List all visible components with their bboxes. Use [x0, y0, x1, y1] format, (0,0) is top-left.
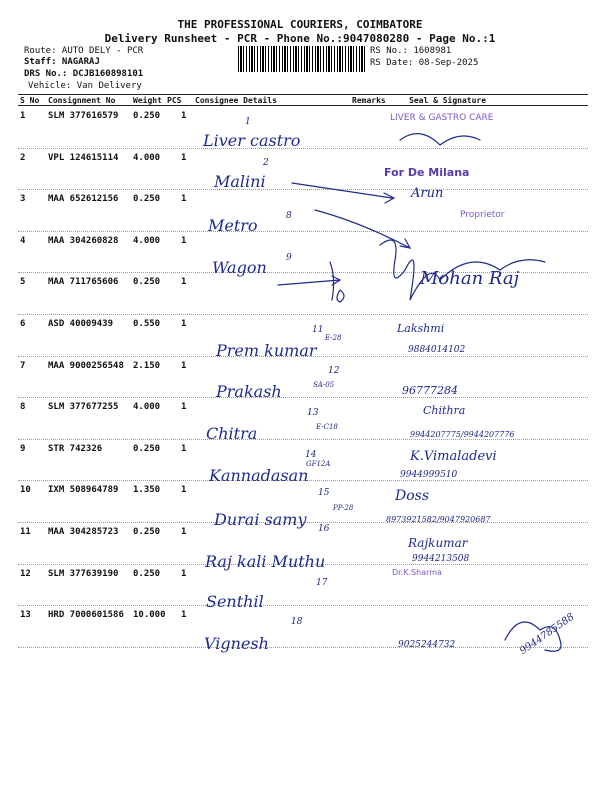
handwritten-name: Wagon — [212, 258, 267, 277]
row-sno: 12 — [20, 568, 31, 579]
handwritten-code: GF12A — [306, 460, 331, 468]
row-weight: 4.000 — [133, 235, 161, 246]
handwritten-number: 8 — [286, 211, 292, 221]
handwritten-code: E-28 — [325, 334, 342, 342]
row-sno: 10 — [20, 485, 31, 496]
handwritten-phone: 9944207775/9944207776 — [410, 430, 515, 439]
row-sno: 6 — [20, 319, 26, 329]
handwritten-name: Vignesh — [204, 634, 269, 653]
row-pcs: 1 — [181, 235, 187, 246]
handwritten-name: Metro — [208, 216, 258, 235]
stamp-sharma: Dr.K.Sharma — [392, 568, 442, 577]
handwritten-code: PP-28 — [333, 504, 354, 512]
row-consignment: SLM 377677255 — [48, 402, 119, 413]
row-consignment: SLM 377639190 — [48, 568, 119, 579]
row-pcs: 1 — [181, 443, 187, 454]
handwritten-number: 14 — [305, 450, 317, 460]
stamp-liver-gastro: LIVER & GASTRO CARE — [390, 113, 494, 123]
arrow-stroke — [315, 210, 410, 248]
row-pcs: 1 — [181, 485, 187, 496]
row-consignment: MAA 711765606 — [48, 277, 119, 288]
row-sno: 3 — [20, 194, 26, 205]
row-pcs: 1 — [181, 277, 187, 288]
handwritten-number: 15 — [318, 488, 330, 498]
handwritten-phone: 9025244732 — [398, 640, 456, 650]
signature-stroke — [380, 240, 545, 300]
row-pcs: 1 — [181, 402, 187, 413]
row-consignment: HRD 7000601586 — [48, 610, 124, 621]
row-weight: 0.250 — [133, 527, 161, 537]
row-weight: 0.250 — [133, 194, 161, 205]
col-seal: Seal & Signature — [409, 96, 487, 105]
handwritten-number: 16 — [318, 524, 330, 534]
signature: Mohan Raj — [420, 268, 520, 289]
row-weight: 0.550 — [133, 319, 161, 329]
handwritten-number: 1 — [245, 117, 251, 127]
stamp-de-milana: For De Milana — [384, 166, 470, 179]
handwritten-code: E-C18 — [316, 423, 338, 431]
col-consignment: Consignment No — [48, 96, 116, 105]
col-consignee: Consignee Details — [195, 96, 277, 105]
signature: Rajkumar — [408, 536, 468, 550]
handwritten-phone: 8973921582/9047920687 — [386, 515, 491, 524]
row-weight: 4.000 — [133, 152, 161, 163]
handwritten-name: Kannadasan — [209, 466, 309, 485]
row-weight: 0.250 — [133, 277, 161, 288]
vehicle-label: Vehicle: Van Delivery — [28, 81, 142, 91]
handwritten-name: Liver castro — [203, 131, 301, 150]
col-remarks: Remarks — [352, 96, 386, 105]
row-consignment: STR 742326 — [48, 443, 103, 454]
row-pcs: 1 — [181, 194, 187, 205]
handwritten-name: Raj kali Muthu — [205, 552, 326, 571]
row-consignment: ASD 40009439 — [48, 319, 114, 329]
row-sno: 13 — [20, 610, 31, 621]
handwritten-name: Durai samy — [214, 510, 307, 529]
handwritten-name: Prakash — [216, 382, 282, 401]
rs-number: RS No.: 1608981 — [370, 46, 452, 56]
row-sno: 4 — [20, 235, 26, 246]
row-sno: 1 — [20, 111, 26, 121]
handwritten-number: 2 — [263, 158, 269, 168]
row-sno: 7 — [20, 360, 26, 371]
signature: Chithra — [423, 404, 466, 417]
rs-date: RS Date: 08-Sep-2025 — [370, 58, 479, 68]
row-consignment: MAA 304285723 — [48, 527, 119, 537]
row-weight: 2.150 — [133, 360, 161, 371]
signature-stroke — [505, 622, 561, 651]
row-consignment: MAA 652612156 — [48, 194, 119, 205]
row-weight: 1.350 — [133, 485, 161, 496]
runsheet-subtitle: Delivery Runsheet - PCR - Phone No.:9047080280 - Page No.:1 — [104, 32, 496, 45]
row-sno: 5 — [20, 277, 26, 288]
row-consignment: SLM 377616579 — [48, 111, 119, 121]
row-sno: 2 — [20, 152, 26, 163]
signature: Doss — [395, 488, 430, 504]
signature: K.Vimaladevi — [410, 449, 497, 464]
row-consignment: MAA 9000256548 — [48, 360, 124, 371]
row-sno: 9 — [20, 443, 26, 454]
handwritten-number: 18 — [291, 617, 303, 627]
row-pcs: 1 — [181, 152, 187, 163]
arrow-stroke — [292, 183, 394, 203]
col-weight: Weight — [133, 96, 162, 105]
signature-stroke — [400, 134, 480, 145]
row-sno: 11 — [20, 527, 31, 537]
row-pcs: 1 — [181, 360, 187, 371]
drs-label: DRS No.: DCJB160898101 — [24, 69, 144, 79]
handwritten-number: 11 — [312, 325, 324, 335]
handwritten-number: 9 — [286, 253, 292, 263]
handwritten-phone: 9944999510 — [400, 470, 458, 480]
row-pcs: 1 — [181, 111, 187, 121]
row-consignment: VPL 124615114 — [48, 152, 119, 163]
staff-label: Staff: NAGARAJ — [24, 57, 100, 67]
handwritten-name: Prem kumar — [216, 341, 317, 360]
signature: Lakshmi — [397, 322, 445, 335]
row-pcs: 1 — [181, 568, 187, 579]
arrow-stroke — [278, 276, 340, 285]
row-weight: 10.000 — [133, 610, 166, 621]
row-pcs: 1 — [181, 319, 187, 329]
row-consignment: IXM 508964789 — [48, 485, 119, 496]
col-pcs: PCS — [167, 96, 182, 105]
col-sno: S No — [20, 96, 40, 105]
handwritten-number: 12 — [328, 366, 340, 376]
handwritten-number: 13 — [307, 408, 319, 418]
handwritten-phone: 9944785588 — [518, 611, 577, 658]
row-sno: 8 — [20, 402, 26, 413]
stamp-proprietor: Proprietor — [460, 210, 505, 220]
handwritten-number: 17 — [316, 578, 328, 588]
signature: Arun — [411, 186, 444, 201]
company-title: THE PROFESSIONAL COURIERS, COIMBATORE — [177, 18, 423, 31]
row-weight: 0.250 — [133, 111, 161, 121]
handwritten-phone: 9884014102 — [408, 345, 466, 355]
handwritten-phone: 96777284 — [402, 384, 458, 397]
handwritten-name: Senthil — [206, 592, 264, 611]
handwritten-name: Chitra — [206, 424, 258, 443]
handwritten-phone: 9944213508 — [412, 554, 470, 564]
row-pcs: 1 — [181, 610, 187, 621]
row-consignment: MAA 304260828 — [48, 235, 119, 246]
route-label: Route: AUTO DELY - PCR — [24, 46, 144, 56]
row-pcs: 1 — [181, 527, 187, 537]
row-weight: 0.250 — [133, 443, 161, 454]
row-weight: 0.250 — [133, 568, 161, 579]
handwritten-name: Malini — [214, 172, 266, 191]
handwritten-code: SA-05 — [313, 381, 335, 389]
row-weight: 4.000 — [133, 402, 161, 413]
